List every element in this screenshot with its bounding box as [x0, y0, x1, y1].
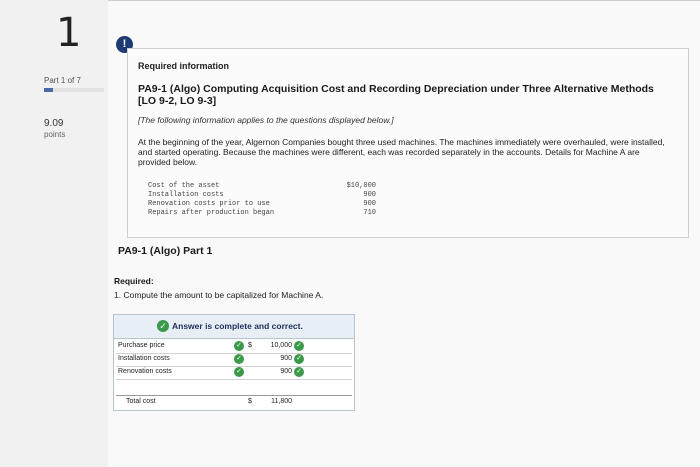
part-progress-fill	[44, 88, 53, 92]
problem-description: At the beginning of the year, Algernon Companies bought three used machines. The machines immediately were overhauled, were installed, and started operating. Because the machines were different, each was recorded separately in the accounts. Details for Machine A are provided below.	[138, 137, 665, 167]
question-sidebar	[0, 0, 108, 467]
alert-icon: !	[116, 36, 133, 53]
points-label: points	[44, 130, 66, 139]
question-score: 9.09	[44, 118, 64, 129]
answer-status: Answer is complete and correct.	[172, 321, 303, 331]
total-label: Total cost	[126, 398, 156, 405]
required-information-box	[127, 48, 689, 238]
detail-row	[148, 191, 376, 200]
detail-row	[148, 209, 376, 218]
part-indicator[interactable]: Part 1 of 7	[44, 76, 81, 85]
answer-row	[116, 354, 352, 367]
required-item: 1. Compute the amount to be capitalized for Machine A.	[114, 290, 324, 300]
detail-row	[148, 200, 376, 209]
check-circle-icon: ✓	[294, 341, 304, 351]
total-row	[116, 395, 352, 408]
answer-row-label[interactable]: Installation costs	[118, 355, 170, 362]
detail-row	[148, 182, 376, 191]
dollar-sign: $	[248, 398, 252, 405]
detail-amount: $10,000	[346, 182, 376, 190]
answer-row	[116, 367, 352, 380]
answer-table	[113, 314, 355, 411]
detail-label: Cost of the asset	[148, 182, 220, 190]
check-circle-icon: ✓	[234, 341, 244, 351]
detail-amount: 900	[363, 200, 376, 208]
detail-label: Installation costs	[148, 191, 224, 199]
applies-note: [The following information applies to the questions displayed below.]	[138, 115, 394, 125]
check-circle-icon: ✓	[157, 320, 169, 332]
detail-label: Renovation costs prior to use	[148, 200, 270, 208]
dollar-sign: $	[248, 342, 252, 349]
check-circle-icon: ✓	[234, 367, 244, 377]
answer-row	[116, 341, 352, 354]
top-divider	[108, 0, 700, 1]
answer-amount-input[interactable]: 10,000	[270, 342, 292, 349]
answer-banner	[114, 315, 354, 339]
problem-title: PA9-1 (Algo) Computing Acquisition Cost and Recording Depreciation under Three Alternative Methods [LO 9-2, LO 9-3]	[138, 83, 654, 107]
check-circle-icon: ✓	[294, 354, 304, 364]
answer-row-label[interactable]: Renovation costs	[118, 368, 172, 375]
answer-amount-input[interactable]: 900	[280, 355, 292, 362]
part-heading: PA9-1 (Algo) Part 1	[118, 245, 213, 257]
check-circle-icon: ✓	[234, 354, 244, 364]
machine-a-details	[148, 182, 376, 218]
detail-label: Repairs after production began	[148, 209, 275, 217]
detail-amount: 710	[363, 209, 376, 217]
check-circle-icon: ✓	[294, 367, 304, 377]
answer-amount-input[interactable]: 900	[280, 368, 292, 375]
question-number: 1	[56, 10, 82, 56]
detail-amount: 900	[363, 191, 376, 199]
required-information-heading: Required information	[138, 61, 230, 71]
part-progress-bar	[44, 88, 104, 92]
answer-row-label[interactable]: Purchase price	[118, 342, 165, 349]
required-label: Required:	[114, 276, 154, 286]
total-amount: 11,800	[271, 398, 292, 405]
